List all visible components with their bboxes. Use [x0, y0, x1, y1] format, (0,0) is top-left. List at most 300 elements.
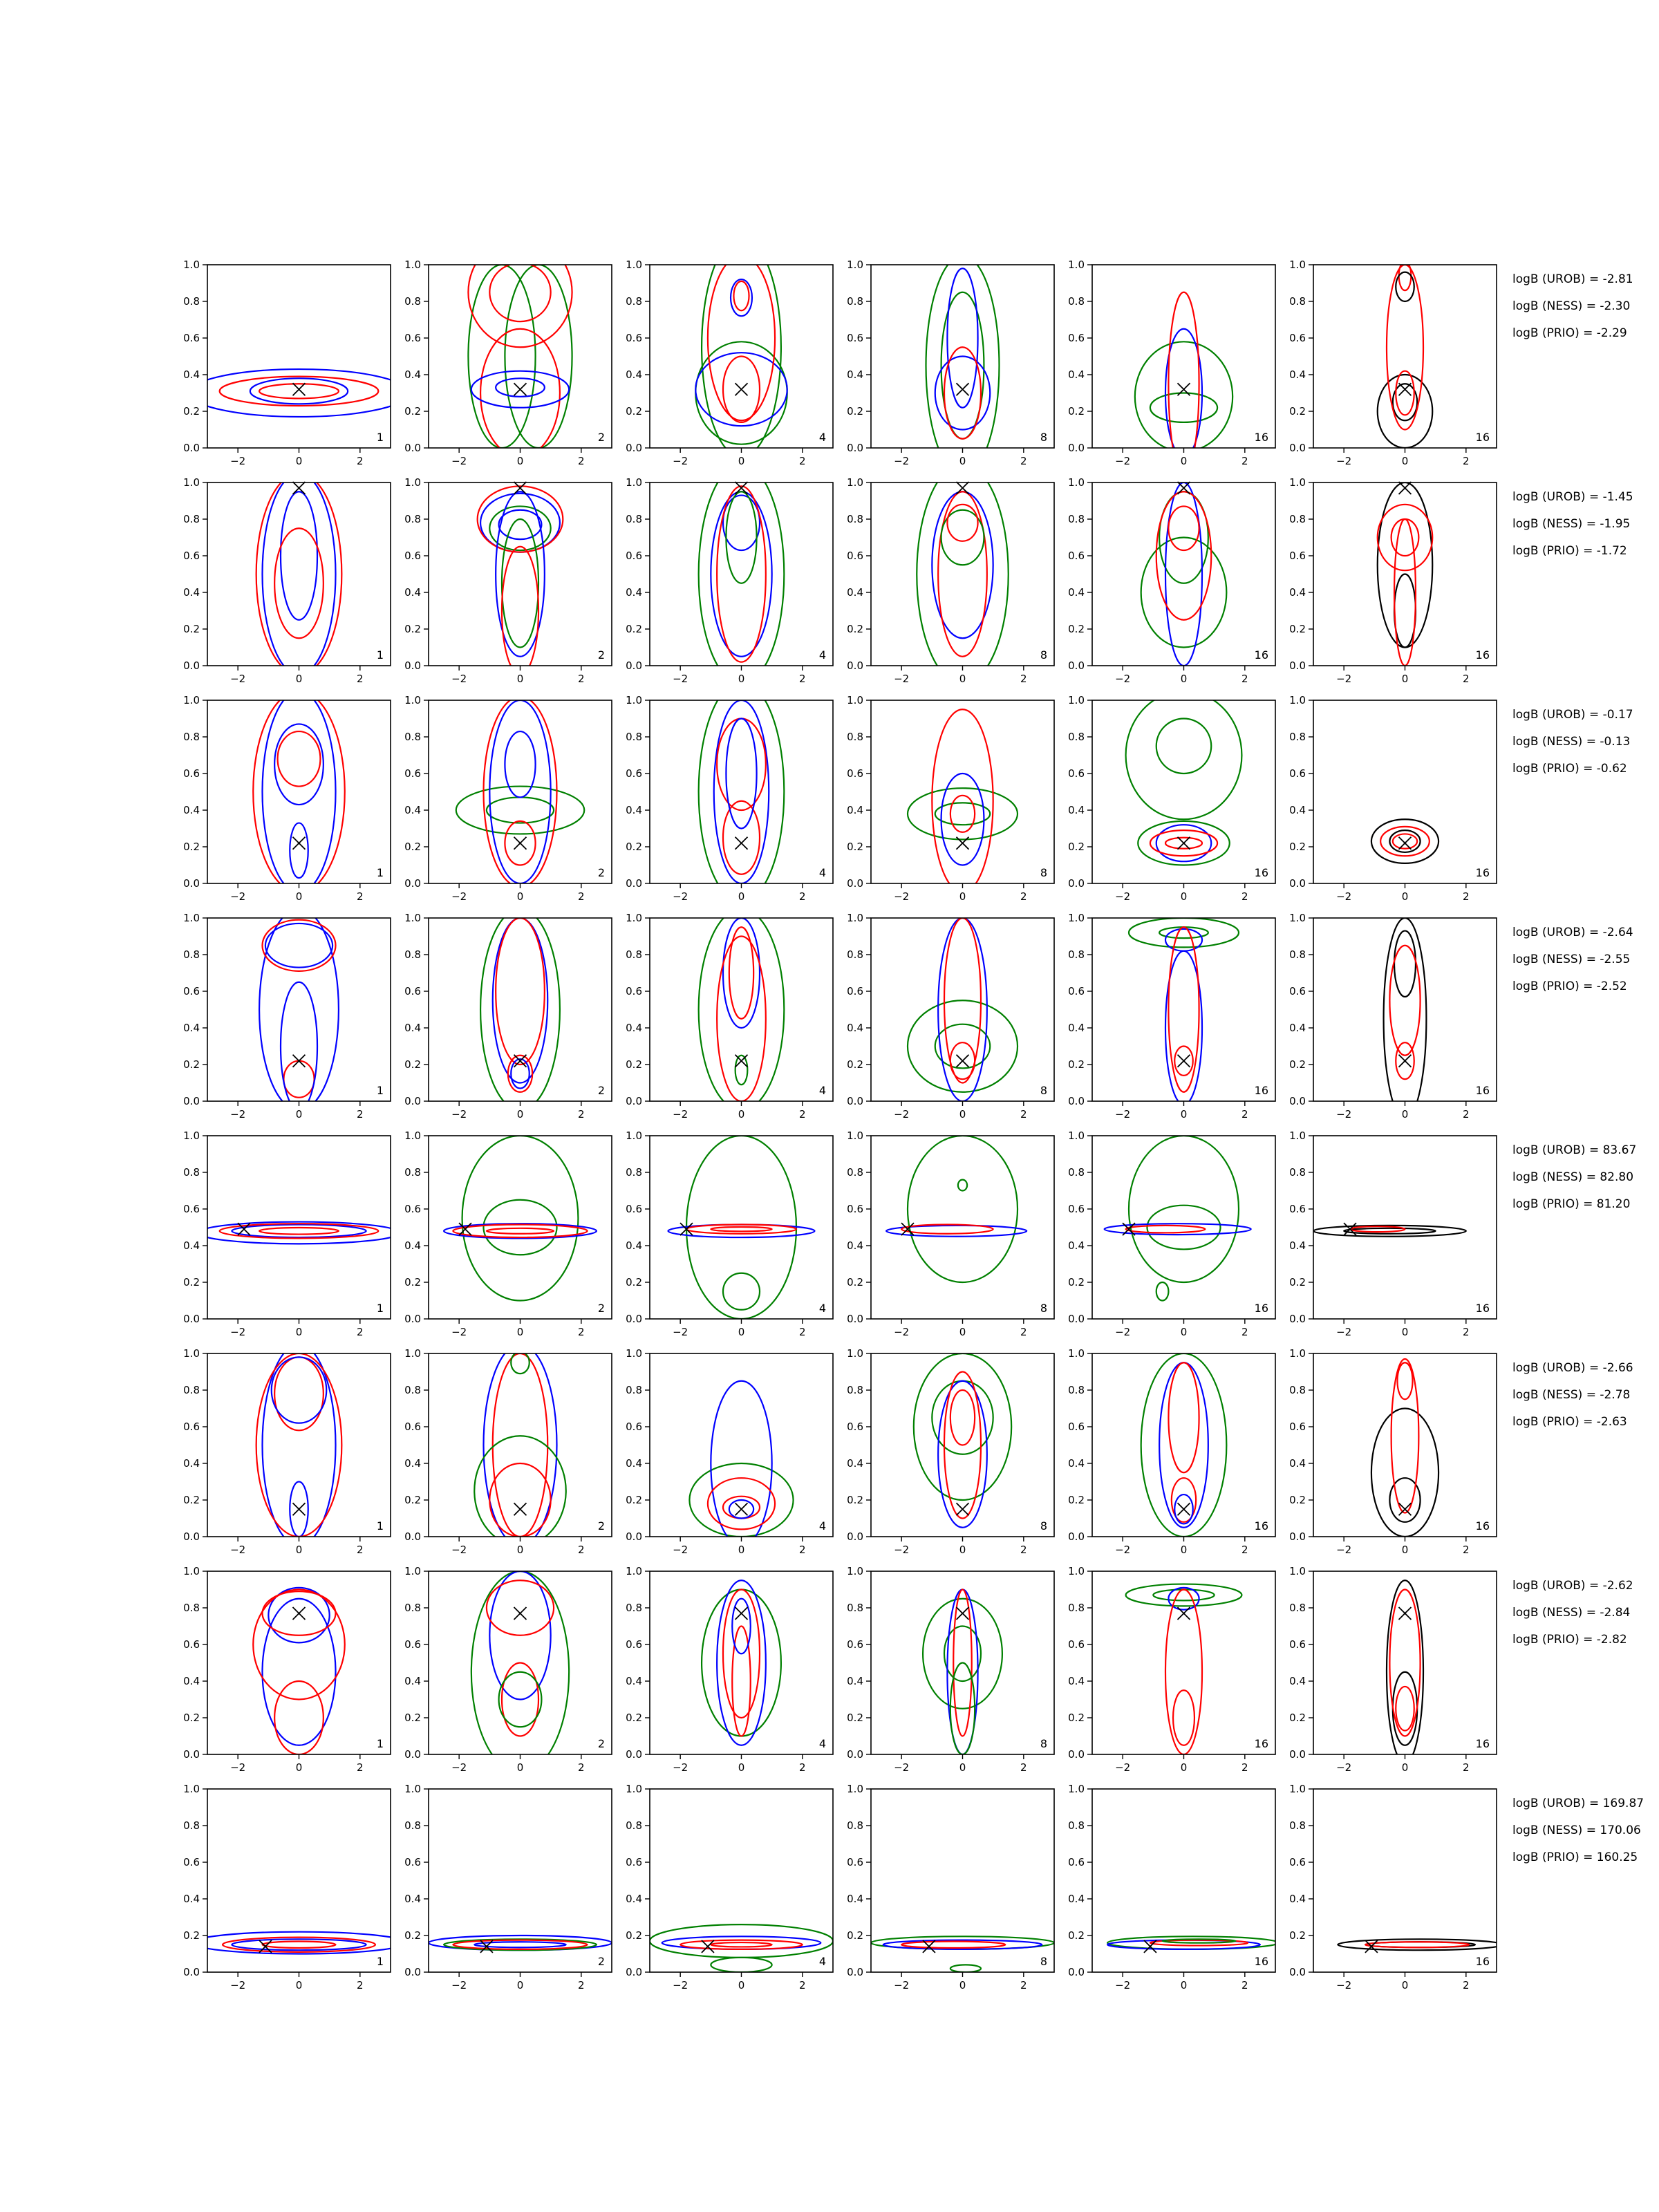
y-tick-label: 0.4	[183, 1022, 200, 1034]
x-tick-label: 2	[799, 673, 806, 685]
x-tick-label: 0	[295, 455, 303, 467]
x-tick-label: 0	[516, 1544, 524, 1556]
y-tick-label: 0.8	[183, 1819, 200, 1832]
x-tick-label: 2	[1241, 890, 1248, 903]
subplot-r6-c3	[847, 1565, 1054, 1774]
contour-line	[1394, 519, 1416, 666]
y-tick-label: 0.8	[404, 1819, 421, 1832]
panel-ncomp-label: 16	[1254, 1737, 1268, 1750]
y-tick-label: 0.2	[404, 1494, 421, 1506]
contour-line	[726, 491, 756, 583]
subplot-r0-c0	[183, 259, 409, 467]
y-tick-label: 1.0	[1289, 259, 1306, 271]
x-tick-label: 0	[1401, 1979, 1409, 1991]
y-tick-label: 0.4	[1289, 1457, 1306, 1470]
y-tick-label: 0.0	[1068, 1313, 1085, 1325]
contour-group	[871, 1936, 1054, 1972]
contour-line	[914, 1353, 1011, 1500]
contour-line	[908, 1136, 1018, 1282]
contour-line	[1168, 1362, 1199, 1472]
y-tick-label: 0.4	[1289, 804, 1306, 816]
contour-line	[947, 268, 977, 407]
y-tick-label: 0.2	[626, 1058, 642, 1071]
contour-line	[263, 1344, 336, 1546]
x-tick-label: 0	[738, 1979, 745, 1991]
contour-line	[1396, 272, 1414, 301]
x-tick-label: 0	[1180, 1761, 1188, 1774]
y-tick-label: 0.0	[847, 1313, 863, 1325]
y-tick-label: 0.8	[626, 948, 642, 961]
y-tick-label: 1.0	[1289, 1783, 1306, 1795]
contour-line	[505, 731, 535, 797]
y-tick-label: 1.0	[183, 1565, 200, 1577]
contour-group	[914, 1353, 1011, 1528]
x-tick-label: 2	[799, 1761, 806, 1774]
contour-group	[256, 474, 342, 675]
y-tick-label: 0.6	[1289, 985, 1306, 997]
x-tick-label: 2	[1463, 1544, 1470, 1556]
contour-line	[272, 1357, 327, 1423]
x-tick-label: −2	[673, 1979, 688, 1991]
subplot-r6-c0	[183, 1565, 391, 1774]
contour-line	[263, 1941, 336, 1948]
y-tick-label: 0.8	[847, 295, 863, 308]
contour-group	[474, 1344, 566, 1546]
contour-line	[717, 1580, 766, 1745]
contour-line	[711, 1227, 771, 1231]
truth-marker	[514, 1607, 527, 1620]
subplot-r4-c0	[183, 1130, 400, 1338]
contour-group	[926, 256, 1000, 476]
logB-line: logB (PRIO) = 160.25	[1512, 1850, 1638, 1864]
subplot-r3-c1	[404, 909, 612, 1121]
y-tick-label: 0.6	[847, 985, 863, 997]
y-tick-label: 1.0	[1289, 476, 1306, 489]
y-tick-label: 1.0	[1289, 694, 1306, 706]
y-tick-label: 0.2	[404, 1929, 421, 1942]
truth-marker	[293, 1503, 306, 1515]
y-tick-label: 0.6	[1289, 767, 1306, 780]
truth-marker	[459, 1223, 471, 1235]
contour-line	[1126, 691, 1242, 820]
contour-group	[699, 682, 785, 902]
y-tick-label: 0.4	[1068, 1022, 1085, 1034]
y-tick-label: 0.6	[1289, 1203, 1306, 1215]
contour-line	[1378, 375, 1433, 448]
x-tick-label: 0	[516, 455, 524, 467]
panel-ncomp-label: 16	[1254, 866, 1268, 879]
truth-marker	[735, 383, 748, 395]
y-tick-label: 0.6	[626, 1421, 642, 1433]
x-tick-label: 2	[578, 1761, 585, 1774]
y-tick-label: 0.0	[183, 877, 200, 890]
x-tick-label: −2	[673, 890, 688, 903]
y-tick-label: 0.2	[1068, 1276, 1085, 1288]
truth-marker	[735, 837, 748, 850]
x-tick-label: 0	[295, 890, 303, 903]
x-tick-label: −2	[1336, 1979, 1352, 1991]
contour-line	[944, 1627, 981, 1682]
x-tick-label: 2	[1020, 1544, 1027, 1556]
y-tick-label: 0.2	[404, 841, 421, 853]
y-tick-label: 0.0	[404, 659, 421, 672]
contour-group	[923, 1590, 1002, 1755]
panel-ncomp-label: 16	[1475, 866, 1490, 879]
x-tick-label: −2	[894, 673, 910, 685]
y-tick-label: 0.6	[626, 767, 642, 780]
y-tick-label: 0.0	[404, 1313, 421, 1325]
subplot-r3-c2	[626, 909, 833, 1121]
contour-line	[1159, 1362, 1208, 1528]
x-tick-label: 0	[738, 455, 745, 467]
panel-ncomp-label: 8	[1040, 1084, 1047, 1097]
y-tick-label: 0.2	[626, 841, 642, 853]
x-tick-label: 2	[1241, 1761, 1248, 1774]
panel-ncomp-label: 16	[1475, 1737, 1490, 1750]
y-tick-label: 0.4	[847, 586, 863, 599]
subplot-r6-c1	[404, 1565, 612, 1774]
axes-frame	[207, 1789, 391, 1972]
y-tick-label: 0.4	[626, 1893, 642, 1905]
y-tick-label: 1.0	[404, 1565, 421, 1577]
y-tick-label: 1.0	[847, 694, 863, 706]
y-tick-label: 0.6	[183, 1203, 200, 1215]
y-tick-label: 0.0	[847, 1748, 863, 1761]
panel-ncomp-label: 16	[1254, 1084, 1268, 1097]
subplot-r1-c4	[1068, 476, 1275, 685]
y-tick-label: 1.0	[1068, 1347, 1085, 1360]
contour-line	[1396, 371, 1414, 415]
logB-line: logB (NESS) = 82.80	[1512, 1170, 1634, 1184]
x-tick-label: 0	[1180, 890, 1188, 903]
y-tick-label: 0.2	[847, 1276, 863, 1288]
subplot-r1-c5	[1289, 476, 1497, 685]
x-tick-label: 2	[1463, 1761, 1470, 1774]
truth-marker	[957, 1503, 969, 1515]
y-tick-label: 0.4	[1289, 368, 1306, 381]
contour-line	[708, 256, 775, 421]
x-tick-label: 0	[295, 1979, 303, 1991]
panel-ncomp-label: 8	[1040, 866, 1047, 879]
contour-line	[484, 1200, 557, 1255]
y-tick-label: 0.6	[404, 1203, 421, 1215]
truth-marker	[1178, 837, 1190, 850]
contour-group	[471, 1571, 569, 1773]
x-tick-label: 2	[1241, 455, 1248, 467]
contour-line	[502, 519, 538, 648]
contour-group	[256, 1344, 342, 1546]
x-tick-label: −2	[230, 455, 246, 467]
contour-line	[290, 823, 308, 879]
panel-ncomp-label: 4	[818, 1519, 826, 1533]
x-tick-label: 0	[516, 890, 524, 903]
x-tick-label: 0	[1401, 890, 1409, 903]
x-tick-label: 0	[1401, 1761, 1409, 1774]
panel-ncomp-label: 4	[818, 431, 826, 444]
axes-frame	[650, 700, 833, 883]
contour-line	[717, 719, 766, 811]
truth-marker	[1399, 1055, 1412, 1067]
y-tick-label: 0.6	[183, 550, 200, 562]
panel-ncomp-label: 2	[597, 1737, 605, 1750]
y-tick-label: 1.0	[1289, 1130, 1306, 1142]
x-tick-label: 2	[1241, 673, 1248, 685]
contour-line	[487, 797, 554, 823]
subplot-r7-c4	[1068, 1783, 1278, 1991]
y-tick-label: 0.4	[626, 1675, 642, 1687]
x-tick-label: 2	[357, 890, 364, 903]
contour-line	[253, 1590, 345, 1700]
y-tick-label: 0.4	[626, 1022, 642, 1034]
panel-ncomp-label: 16	[1254, 1302, 1268, 1315]
contour-line	[1156, 1282, 1169, 1301]
y-tick-label: 0.0	[183, 1095, 200, 1107]
x-tick-label: 0	[1180, 455, 1188, 467]
x-tick-label: −2	[894, 455, 910, 467]
contour-line	[711, 1942, 771, 1947]
contour-line	[938, 491, 987, 657]
x-tick-label: −2	[894, 1108, 910, 1121]
y-tick-label: 0.4	[183, 1675, 200, 1687]
y-tick-label: 0.8	[847, 1602, 863, 1614]
contour-line	[941, 774, 984, 865]
x-tick-label: −2	[894, 890, 910, 903]
contour-line	[723, 496, 760, 551]
x-tick-label: 2	[578, 890, 585, 903]
panel-ncomp-label: 2	[597, 866, 605, 879]
y-tick-label: 0.4	[847, 1239, 863, 1252]
subplot-r5-c0	[183, 1344, 391, 1556]
contour-line	[1147, 1206, 1221, 1250]
x-tick-label: 0	[1401, 673, 1409, 685]
y-tick-label: 0.2	[626, 1929, 642, 1942]
y-tick-label: 0.8	[1068, 295, 1085, 308]
subplot-r7-c5	[1289, 1783, 1503, 1991]
y-tick-label: 0.8	[626, 295, 642, 308]
x-tick-label: −2	[673, 1761, 688, 1774]
subplot-r3-c0	[183, 909, 391, 1121]
y-tick-label: 0.0	[626, 877, 642, 890]
y-tick-label: 0.6	[626, 1638, 642, 1651]
y-tick-label: 0.2	[1068, 1494, 1085, 1506]
y-tick-label: 0.6	[183, 767, 200, 780]
y-tick-label: 0.4	[183, 1457, 200, 1470]
x-tick-label: 2	[1020, 673, 1027, 685]
subplot-r4-c2	[626, 1130, 833, 1338]
y-tick-label: 0.8	[183, 948, 200, 961]
y-tick-label: 0.4	[404, 1457, 421, 1470]
subplot-r4-c1	[404, 1130, 612, 1338]
y-tick-label: 0.2	[847, 841, 863, 853]
x-tick-label: 0	[738, 1761, 745, 1774]
subplot-r1-c1	[404, 476, 612, 685]
y-tick-label: 0.0	[404, 1530, 421, 1543]
x-tick-label: 2	[357, 1326, 364, 1338]
subplot-r7-c3	[847, 1783, 1054, 1991]
y-tick-label: 0.0	[626, 442, 642, 454]
axes-frame	[650, 482, 833, 666]
x-tick-label: 2	[1463, 673, 1470, 685]
x-tick-label: 0	[1401, 1544, 1409, 1556]
y-tick-label: 1.0	[847, 1783, 863, 1795]
axes-frame	[207, 918, 391, 1101]
contour-line	[1338, 1939, 1503, 1950]
y-tick-label: 0.4	[1068, 1893, 1085, 1905]
logB-line: logB (UROB) = -1.45	[1512, 490, 1633, 504]
contour-line	[1141, 538, 1227, 648]
y-tick-label: 0.2	[1068, 623, 1085, 635]
panel-ncomp-label: 8	[1040, 1955, 1047, 1968]
y-tick-label: 0.6	[404, 985, 421, 997]
contour-group	[917, 465, 1009, 684]
y-tick-label: 0.2	[183, 1494, 200, 1506]
x-tick-label: 2	[578, 1979, 585, 1991]
x-tick-label: −2	[1336, 1108, 1352, 1121]
y-tick-label: 0.4	[1068, 1675, 1085, 1687]
subplot-r2-c1	[404, 694, 612, 903]
x-tick-label: −2	[230, 1108, 246, 1121]
panel-ncomp-label: 16	[1475, 648, 1490, 662]
x-tick-label: 2	[1463, 455, 1470, 467]
x-tick-label: 2	[578, 1108, 585, 1121]
panel-ncomp-label: 16	[1475, 1519, 1490, 1533]
logB-line: logB (UROB) = -2.64	[1512, 926, 1633, 939]
x-tick-label: 2	[1241, 1544, 1248, 1556]
contour-line	[281, 491, 317, 620]
x-tick-label: 0	[959, 890, 966, 903]
logB-line: logB (UROB) = 83.67	[1512, 1143, 1637, 1157]
contour-group	[480, 909, 560, 1111]
x-tick-label: 2	[357, 673, 364, 685]
y-tick-label: 0.6	[847, 332, 863, 344]
contour-line	[484, 697, 557, 888]
x-tick-label: −2	[451, 673, 467, 685]
y-tick-label: 0.4	[626, 1457, 642, 1470]
y-tick-label: 0.6	[404, 767, 421, 780]
contour-line	[917, 465, 1009, 684]
x-tick-label: −2	[894, 1544, 910, 1556]
y-tick-label: 0.6	[1068, 1203, 1085, 1215]
y-tick-label: 0.0	[847, 659, 863, 672]
panel-ncomp-label: 16	[1254, 1955, 1268, 1968]
contour-line	[250, 378, 348, 404]
y-tick-label: 0.6	[404, 1638, 421, 1651]
axes-frame	[871, 700, 1054, 883]
y-tick-label: 1.0	[183, 1783, 200, 1795]
x-tick-label: −2	[451, 1544, 467, 1556]
contour-line	[220, 377, 379, 406]
x-tick-label: 0	[738, 890, 745, 903]
contour-line	[1173, 1690, 1194, 1745]
axes-frame	[1092, 482, 1275, 666]
contour-line	[1126, 1226, 1206, 1233]
y-tick-label: 0.0	[1068, 1095, 1085, 1107]
x-tick-label: −2	[1336, 673, 1352, 685]
contour-line	[489, 263, 550, 321]
y-tick-label: 0.4	[847, 1893, 863, 1905]
contour-group	[253, 691, 345, 893]
contour-line	[1156, 491, 1212, 620]
logB-line: logB (PRIO) = -2.29	[1512, 326, 1627, 340]
x-tick-label: −2	[894, 1761, 910, 1774]
y-tick-label: 0.8	[626, 731, 642, 743]
x-tick-label: −2	[1336, 1326, 1352, 1338]
y-tick-label: 0.0	[1068, 1748, 1085, 1761]
panel-ncomp-label: 8	[1040, 431, 1047, 444]
panel-ncomp-label: 2	[597, 1084, 605, 1097]
x-tick-label: 0	[1180, 1979, 1188, 1991]
x-tick-label: −2	[1336, 455, 1352, 467]
y-tick-label: 0.0	[404, 1095, 421, 1107]
x-tick-label: 0	[738, 1326, 745, 1338]
y-tick-label: 0.2	[404, 623, 421, 635]
y-tick-label: 0.8	[183, 1384, 200, 1396]
x-tick-label: 2	[1241, 1108, 1248, 1121]
x-tick-label: 2	[1020, 1761, 1027, 1774]
y-tick-label: 1.0	[1289, 1347, 1306, 1360]
y-tick-label: 0.8	[183, 1166, 200, 1179]
truth-marker	[1399, 837, 1412, 850]
x-tick-label: 0	[959, 1979, 966, 1991]
panel-ncomp-label: 16	[1254, 648, 1268, 662]
axes-frame	[650, 1789, 833, 1972]
y-tick-label: 0.2	[626, 1276, 642, 1288]
contour-line	[708, 1478, 775, 1529]
contour-line	[220, 1224, 379, 1238]
contour-group	[650, 1924, 833, 1972]
contour-line	[702, 237, 781, 457]
x-tick-label: −2	[451, 1979, 467, 1991]
y-tick-label: 1.0	[626, 1130, 642, 1142]
y-tick-label: 0.8	[1289, 513, 1306, 525]
y-tick-label: 0.8	[1068, 948, 1085, 961]
contour-line	[278, 731, 321, 787]
logB-line: logB (UROB) = -0.17	[1512, 708, 1633, 722]
contour-group	[478, 486, 563, 675]
contour-line	[950, 1965, 981, 1972]
y-tick-label: 0.2	[1289, 623, 1306, 635]
panel-ncomp-label: 16	[1254, 1519, 1268, 1533]
contour-line	[1389, 1590, 1420, 1736]
contour-line	[1397, 1362, 1412, 1399]
subplot-r6-c5	[1289, 1565, 1497, 1774]
x-tick-label: 2	[578, 673, 585, 685]
y-tick-label: 0.8	[1289, 731, 1306, 743]
y-tick-label: 0.0	[1289, 1530, 1306, 1543]
x-tick-label: −2	[894, 1326, 910, 1338]
y-tick-label: 0.0	[183, 659, 200, 672]
x-tick-label: −2	[673, 1108, 688, 1121]
contour-line	[908, 1000, 1018, 1092]
y-tick-label: 0.8	[404, 513, 421, 525]
y-tick-label: 0.2	[1068, 841, 1085, 853]
x-tick-label: 0	[516, 1979, 524, 1991]
y-tick-label: 0.0	[183, 1530, 200, 1543]
y-tick-label: 0.2	[404, 1058, 421, 1071]
subplot-r4-c5	[1289, 1130, 1497, 1338]
y-tick-label: 1.0	[404, 1347, 421, 1360]
y-tick-label: 0.8	[847, 731, 863, 743]
y-tick-label: 0.0	[1289, 442, 1306, 454]
y-tick-label: 0.6	[1289, 550, 1306, 562]
contour-line	[511, 1059, 529, 1088]
panel-ncomp-label: 1	[376, 1955, 384, 1968]
contour-line	[487, 1580, 554, 1635]
y-tick-label: 0.4	[404, 1239, 421, 1252]
contour-line	[480, 329, 560, 458]
y-tick-label: 1.0	[404, 1130, 421, 1142]
x-tick-label: 0	[1180, 673, 1188, 685]
